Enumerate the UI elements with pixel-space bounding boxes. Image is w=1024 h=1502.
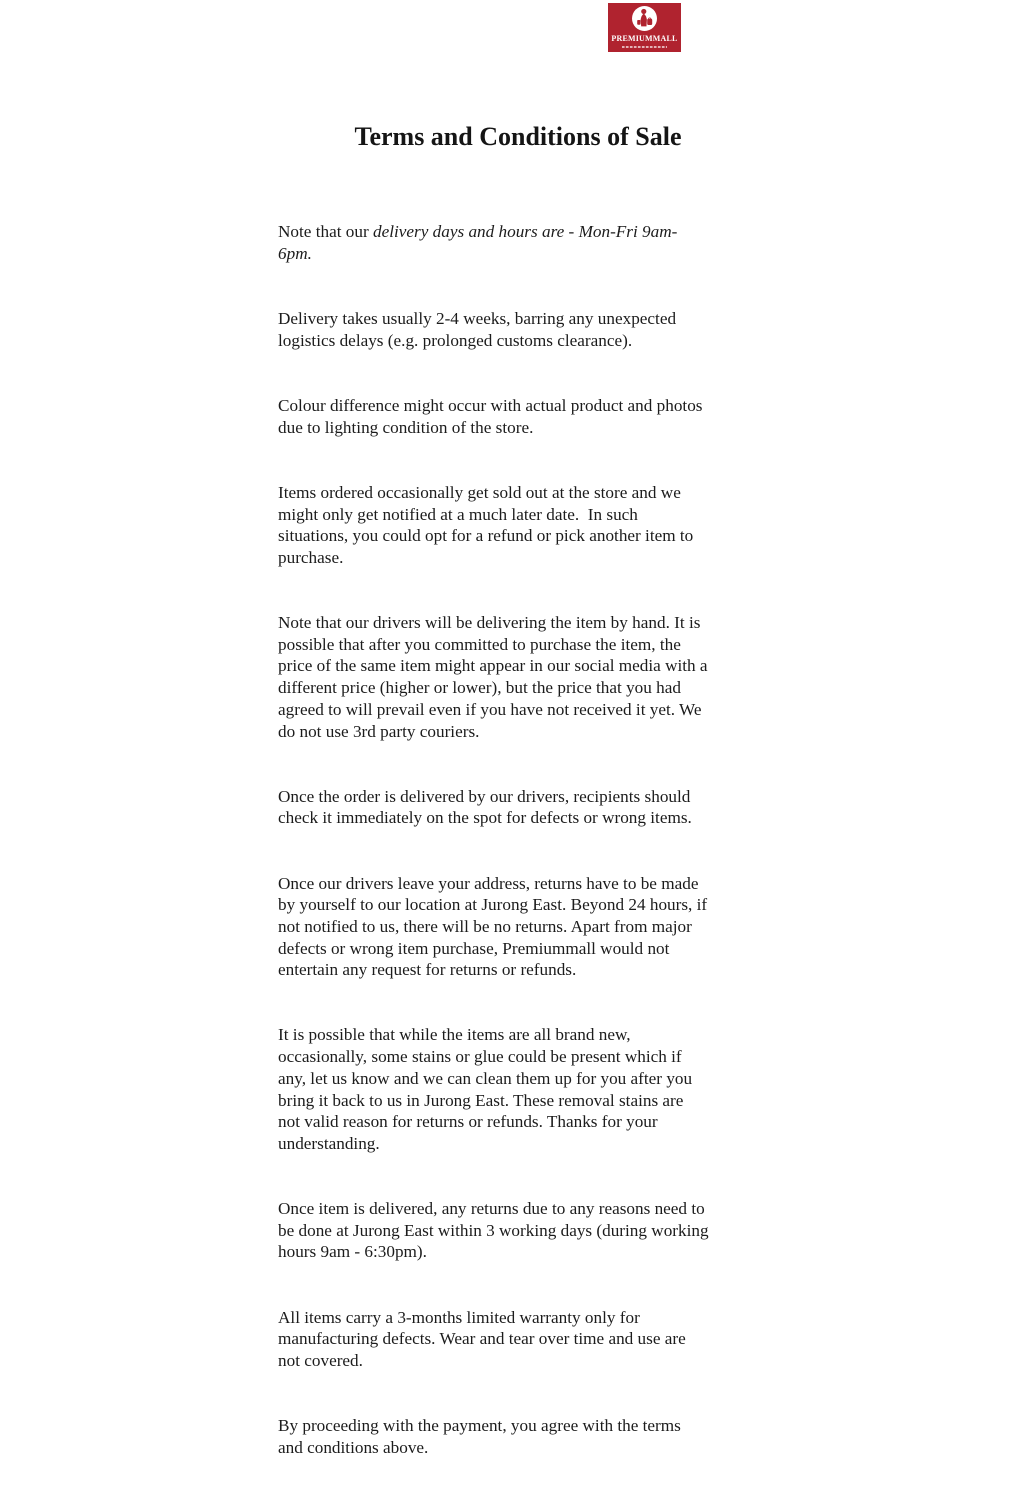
terms-body: [278, 178, 783, 1502]
logo-brand-text: PREMIUMMALL: [611, 33, 678, 43]
paragraph-return-window: Once item is delivered, any returns due to any reasons need to be done at Jurong East within 3 working days (during working hours 9am - 6:30pm).: [278, 1199, 709, 1262]
intro-prefix-text: Note that our: [278, 222, 373, 242]
paragraph-agreement: By proceeding with the payment, you agree with the terms and conditions above.: [278, 1416, 681, 1457]
paragraph-warranty: All items carry a 3-months limited warranty only for manufacturing defects. Wear and tear over time and use are not covered.: [278, 1307, 686, 1370]
paragraph-check-on-delivery: Once the order is delivered by our drivers, recipients should check it immediately on the spot for defects or wrong items.: [278, 786, 692, 828]
paragraph-hand-delivery-pricing: Note that our drivers will be delivering the item by hand. It is possible that after you committed to purchase the item, the price of the same item might appear in our social media with a different price (higher or lower), but the price that you had agreed to will prevail even if you have not received it yet. We do not use 3rd party couriers.: [278, 613, 708, 741]
premiummall-logo: [608, 3, 681, 52]
intro-italic-text: delivery days and hours are - Mon-Fri 9am- 6pm.: [278, 222, 678, 264]
paragraph-sold-out: Items ordered occasionally get sold out at the store and we might only get notified at a much later date. In such situations, you could opt for a refund or pick another item to purchase.: [278, 482, 694, 567]
shopping-lady-icon: [632, 6, 657, 31]
page-title: Terms and Conditions of Sale: [354, 122, 682, 151]
paragraph-stains-glue: It is possible that while the items are all brand new, occasionally, some stains or glue could be present which if any, let us know and we can clean them up for you after you bring it back to us in Jurong East. These removal stains are not valid reason for returns or refunds. Thanks for your understanding.: [278, 1025, 693, 1153]
paragraph-colour-difference: Colour difference might occur with actual product and photos due to lighting condition of the store.: [278, 396, 703, 437]
logo-tagline: [622, 46, 667, 49]
terms-document: [278, 122, 783, 1502]
paragraph-returns-policy: Once our drivers leave your address, returns have to be made by yourself to our location at Jurong East. Beyond 24 hours, if not notified to us, there will be no returns. Apart from major defects or wrong item purchase, Premiummall would not entertain any request for returns or refunds.: [278, 873, 708, 980]
intro-paragraph: [278, 221, 783, 264]
paragraph-delivery-time: Delivery takes usually 2-4 weeks, barring any unexpected logistics delays (e.g. prolonged customs clearance).: [278, 309, 677, 350]
